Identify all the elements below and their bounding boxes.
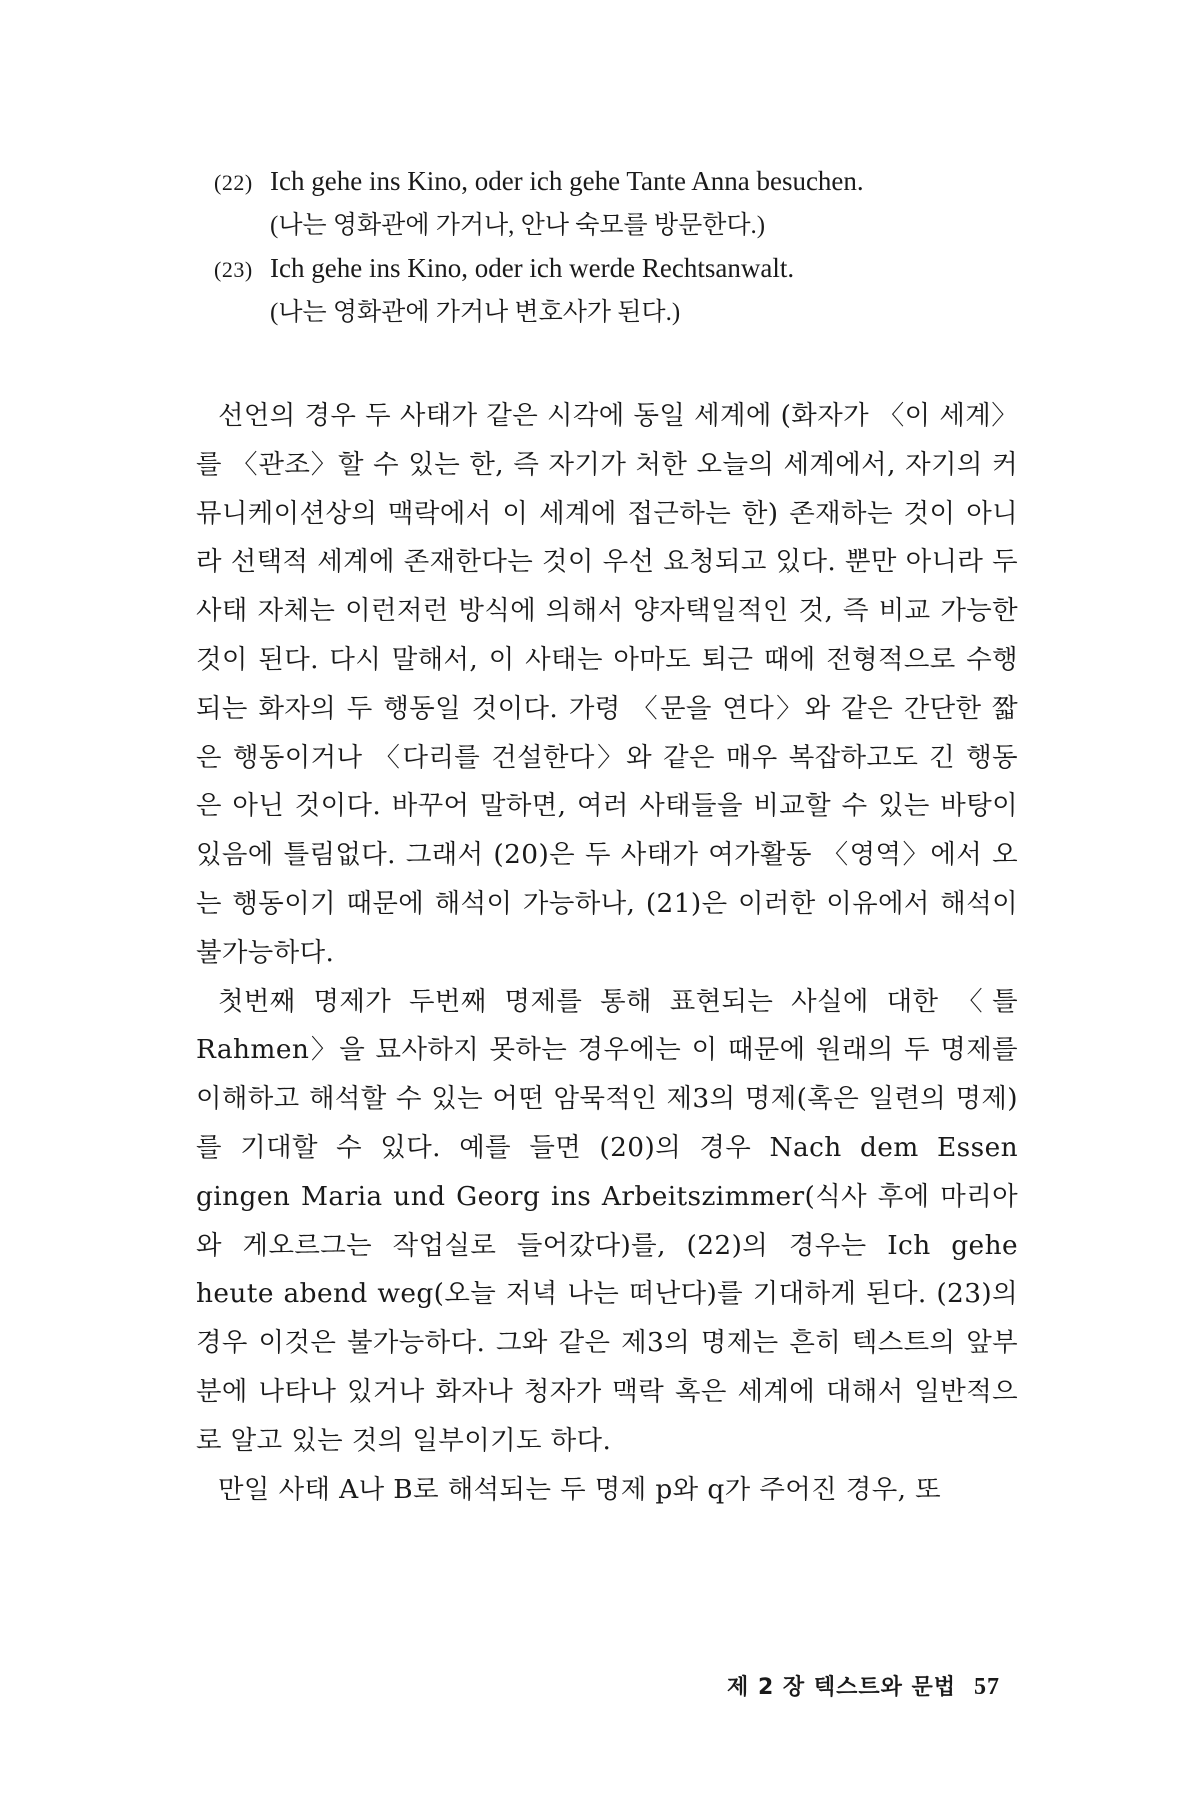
example-sentence: Ich gehe ins Kino, oder ich werde Rechtsanwalt. — [270, 253, 795, 283]
paragraph: 첫번째 명제가 두번째 명제를 통해 표현되는 사실에 대한 〈틀 Rahmen〉을 묘사하지 못하는 경우에는 이 때문에 원래의 두 명제를 이해하고 해석할 수 있는 어떤 암묵적인 제3의 명제(혹은 일련의 명제)를 기대할 수 있다. 예를 들면 (20)의 경우 Nach dem Essen gingen Maria und Georg ins Arbeitszimmer(식사 후에 마리아와 게오르그는 작업실로 들어갔다)를, (22)의 경우는 Ich gehe heute abend weg(오늘 저녁 나는 떠난다)를 기대하게 된다. (23)의 경우 이것은 불가능하다. 그와 같은 제3의 명제는 흔히 텍스트의 앞부분에 나타나 있거나 화자나 청자가 맥락 혹은 세계에 대해서 일반적으로 알고 있는 것의 일부이기도 하다. — [196, 985, 1018, 1456]
paragraph: 선언의 경우 두 사태가 같은 시각에 동일 세계에 (화자가 〈이 세계〉를 〈관조〉할 수 있는 한, 즉 자기가 처한 오늘의 세계에서, 자기의 커뮤니케이션상의 맥락에서 이 세계에 접근하는 한) 존재하는 것이 아니라 선택적 세계에 존재한다는 것이 우선 요청되고 있다. 뿐만 아니라 두 사태 자체는 이런저런 방식에 의해서 양자택일적인 것, 즉 비교 가능한 것이 된다. 다시 말해서, 이 사태는 아마도 퇴근 때에 전형적으로 수행되는 화자의 두 행동일 것이다. 가령 〈문을 연다〉와 같은 간단한 짧은 행동이거나 〈다리를 건설한다〉와 같은 매우 복잡하고도 긴 행동은 아닌 것이다. 바꾸어 말하면, 여러 사태들을 비교할 수 있는 바탕이 있음에 틀림없다. 그래서 (20)은 두 사태가 여가활동 〈영역〉에서 오는 행동이기 때문에 해석이 가능하나, (21)은 이러한 이유에서 해석이 불가능하다. — [196, 400, 1018, 968]
paragraph: 만일 사태 A나 B로 해석되는 두 명제 p와 q가 주어진 경우, 또 — [218, 1473, 942, 1505]
example-number: (23) — [214, 257, 253, 282]
example-translation: (나는 영화관에 가거나, 안나 숙모를 방문한다.) — [270, 212, 766, 239]
example-22 — [214, 160, 1054, 204]
example-sentences — [214, 160, 1054, 334]
body-text — [196, 392, 1018, 1514]
example-23 — [214, 247, 1054, 291]
example-sentence: Ich gehe ins Kino, oder ich gehe Tante Anna besuchen. — [270, 166, 864, 196]
example-translation: (나는 영화관에 가거나 변호사가 된다.) — [270, 299, 681, 326]
chapter-title: 제 2 장 텍스트와 문법 — [727, 1675, 956, 1700]
page-footer — [727, 1670, 1000, 1701]
example-number: (22) — [214, 170, 253, 195]
page-number: 57 — [974, 1674, 1000, 1700]
